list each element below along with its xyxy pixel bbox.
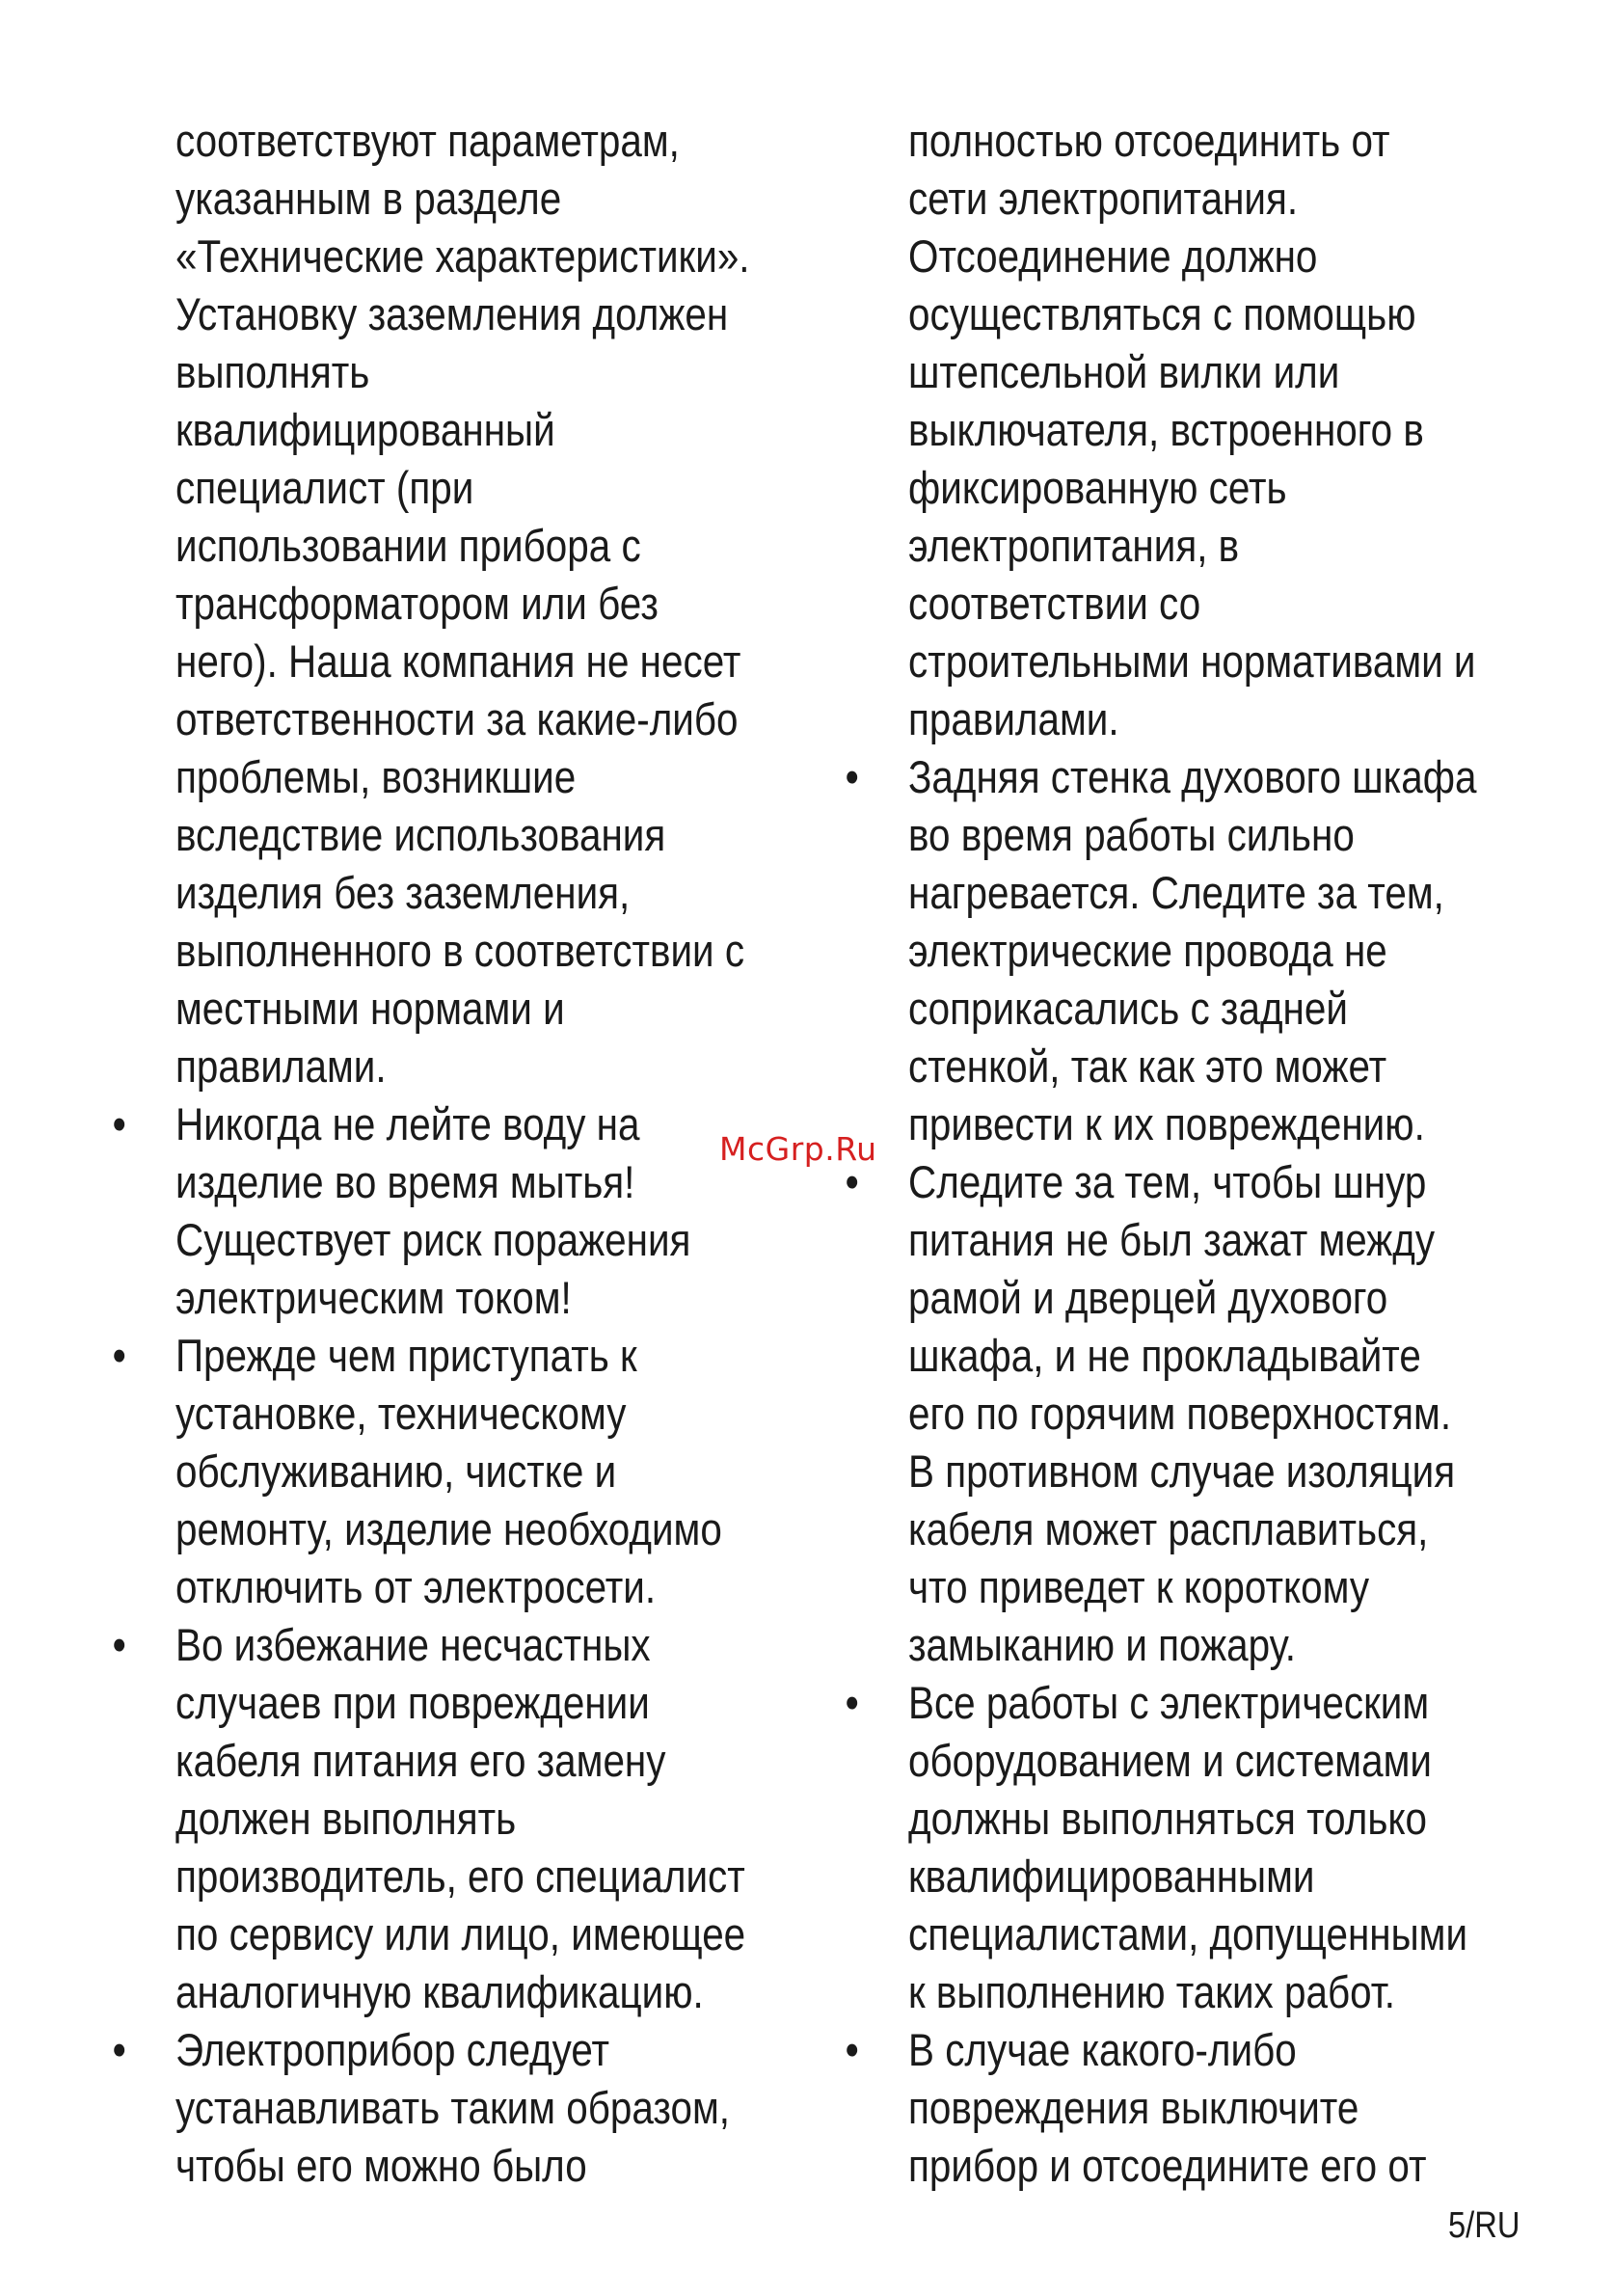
text-line: правилами.: [908, 693, 1119, 744]
bullet-item-disconnect-before-service: [112, 1327, 750, 1616]
text-line: отключить от электросети.: [175, 1561, 657, 1612]
bullet-item-damage-disconnect: [845, 2021, 1476, 2195]
bullet-icon: •: [845, 1156, 859, 1207]
text-line: него). Наша компания не несет: [175, 635, 741, 687]
text-line: случаев при повреждении: [175, 1677, 650, 1728]
bullet-icon: •: [845, 1677, 859, 1728]
text-line: кабеля питания его замену: [175, 1735, 666, 1786]
text-line: В противном случае изоляция: [908, 1445, 1456, 1497]
text-line: правилами.: [175, 1040, 387, 1092]
text-line: повреждения выключите: [908, 2082, 1359, 2133]
text-line: замыканию и пожару.: [908, 1619, 1297, 1670]
left-lead-paragraph: [175, 112, 750, 1095]
text-line: специалист (при: [175, 462, 474, 513]
page-number: 5/RU: [1448, 2205, 1520, 2246]
text-line: трансформатором или без: [175, 578, 659, 629]
text-line: строительными нормативами и: [908, 635, 1476, 687]
text-line: Электроприбор следует: [175, 2024, 610, 2075]
left-text-column: [112, 112, 750, 2195]
text-line: изделия без заземления,: [175, 867, 631, 918]
bullet-item-installation: [112, 2021, 750, 2195]
text-line: соответствуют параметрам,: [175, 115, 680, 166]
text-line: оборудованием и системами: [908, 1735, 1432, 1786]
bullet-item-water-warning: [112, 1095, 750, 1327]
text-line: выполнять: [175, 346, 370, 397]
text-line: полностью отсоединить от: [908, 115, 1390, 166]
text-line: стенкой, так как это может: [908, 1040, 1387, 1092]
text-line: вследствие использования: [175, 809, 666, 860]
text-line: кабеля может расплавиться,: [908, 1503, 1429, 1554]
text-line: привести к их повреждению.: [908, 1098, 1425, 1149]
text-line: ремонту, изделие необходимо: [175, 1503, 722, 1554]
text-line: его по горячим поверхностям.: [908, 1388, 1452, 1439]
text-line: установке, техническому: [175, 1388, 627, 1439]
text-line: квалифицированный: [175, 404, 555, 455]
text-line: Установку заземления должен: [175, 288, 729, 339]
text-line: «Технические характеристики».: [175, 230, 750, 282]
text-line: нагревается. Следите за тем,: [908, 867, 1444, 918]
text-line: Все работы с электрическим: [908, 1677, 1430, 1728]
text-line: электрические провода не: [908, 925, 1387, 976]
right-lead-paragraph: [908, 112, 1476, 748]
text-line: выполненного в соответствии с: [175, 925, 745, 976]
text-line: использовании прибора с: [175, 520, 641, 571]
text-line: питания не был зажат между: [908, 1214, 1436, 1265]
text-line: рамой и дверцей духового: [908, 1272, 1388, 1323]
text-line: Прежде чем приступать к: [175, 1330, 637, 1381]
text-line: что приведет к короткому: [908, 1561, 1370, 1612]
bullet-icon: •: [845, 751, 859, 802]
text-line: должны выполняться только: [908, 1793, 1428, 1844]
text-line: квалифицированными: [908, 1850, 1315, 1902]
text-line: электропитания, в: [908, 520, 1240, 571]
text-line: местными нормами и: [175, 983, 565, 1034]
watermark-text: McGrp.Ru: [719, 1130, 877, 1168]
text-line: Во избежание несчастных: [175, 1619, 651, 1670]
text-line: Отсоединение должно: [908, 230, 1318, 282]
text-line: ответственности за какие-либо: [175, 693, 739, 744]
bullet-icon: •: [845, 2024, 859, 2075]
right-text-column: [845, 112, 1477, 2195]
text-line: изделие во время мытья!: [175, 1156, 635, 1207]
text-line: должен выполнять: [175, 1793, 517, 1844]
text-line: во время работы сильно: [908, 809, 1355, 860]
text-line: указанным в разделе: [175, 173, 562, 224]
text-line: обслуживанию, чистке и: [175, 1445, 617, 1497]
text-line: Существует риск поражения: [175, 1214, 691, 1265]
bullet-icon: •: [112, 1619, 126, 1670]
text-line: фиксированную сеть: [908, 462, 1287, 513]
text-line: прибор и отсоедините его от: [908, 2140, 1427, 2191]
text-line: выключателя, встроенного в: [908, 404, 1424, 455]
text-line: штепсельной вилки или: [908, 346, 1340, 397]
text-line: соответствии со: [908, 578, 1201, 629]
bullet-item-cable-replacement: [112, 1616, 750, 2021]
bullet-item-rear-wall-heat: [845, 748, 1477, 1153]
bullet-icon: •: [112, 1330, 126, 1381]
text-line: устанавливать таким образом,: [175, 2082, 730, 2133]
bullet-item-qualified-personnel: [845, 1674, 1476, 2021]
text-line: шкафа, и не прокладывайте: [908, 1330, 1421, 1381]
text-line: чтобы его можно было: [175, 2140, 587, 2191]
text-line: сети электропитания.: [908, 173, 1299, 224]
text-line: аналогичную квалификацию.: [175, 1966, 704, 2017]
text-line: осуществляться с помощью: [908, 288, 1416, 339]
text-line: соприкасались с задней: [908, 983, 1348, 1034]
bullet-item-power-cord: [845, 1153, 1476, 1674]
text-line: специалистами, допущенными: [908, 1908, 1468, 1959]
text-line: проблемы, возникшие: [175, 751, 577, 802]
text-line: Следите за тем, чтобы шнур: [908, 1156, 1427, 1207]
text-line: Никогда не лейте воду на: [175, 1098, 640, 1149]
text-line: Задняя стенка духового шкафа: [908, 751, 1477, 802]
text-line: по сервису или лицо, имеющее: [175, 1908, 746, 1959]
text-line: В случае какого-либо: [908, 2024, 1297, 2075]
text-line: электрическим током!: [175, 1272, 572, 1323]
bullet-icon: •: [112, 1098, 126, 1149]
bullet-icon: •: [112, 2024, 126, 2075]
text-line: производитель, его специалист: [175, 1850, 745, 1902]
text-line: к выполнению таких работ.: [908, 1966, 1395, 2017]
